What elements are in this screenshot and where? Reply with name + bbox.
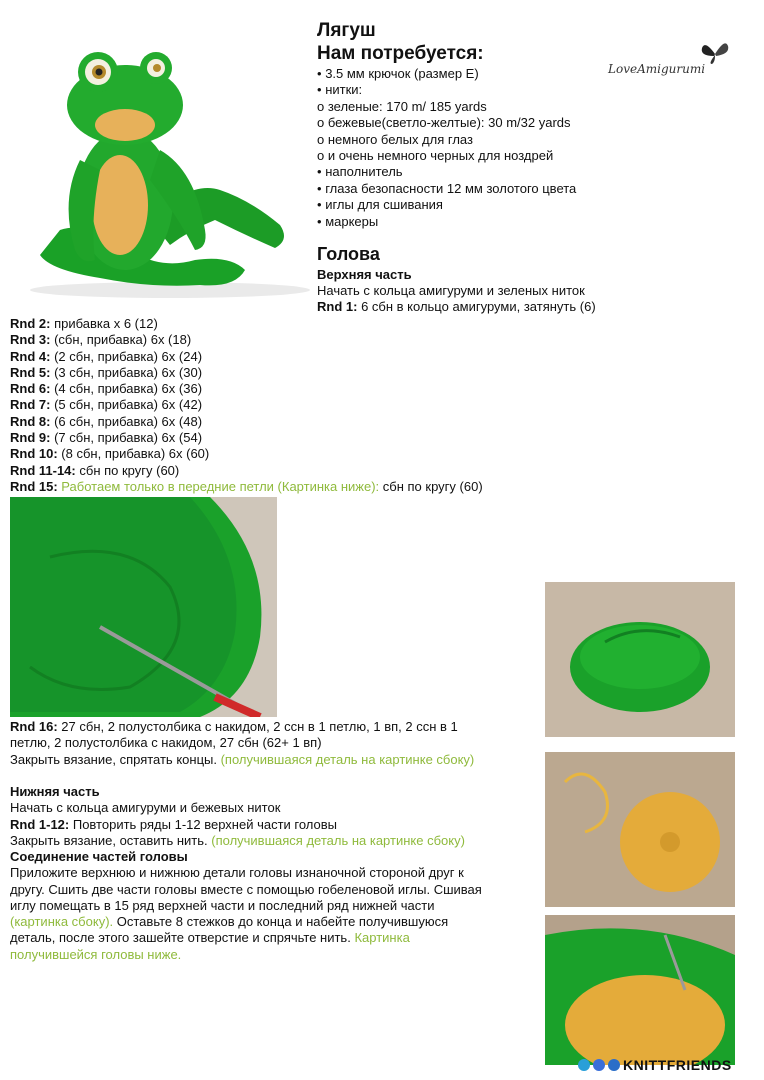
watermark <box>578 1057 732 1073</box>
vk-icon <box>608 1059 620 1071</box>
rnd1-row <box>317 299 596 315</box>
brand-logo <box>604 40 754 84</box>
rnd16-block: Rnd 16: 27 сбн, 2 полустолбика с накидом, 2 ссн в 1 петлю, 1 вп, 2 ссн в 1 петлю, 2 полустолбика с накидом, 27 сбн (62+ 1 вп) Закрыть вязание, спрятать концы. (получившаяся деталь на картинке сбоку) <box>10 719 475 767</box>
photo-bottom-part <box>545 752 735 907</box>
top-part-title: Верхняя часть <box>317 267 412 282</box>
photo-front-loops <box>10 497 277 717</box>
list-item: • наполнитель <box>317 164 403 180</box>
top-part-start: Начать с кольца амигуруми и зеленых ниток <box>317 283 585 298</box>
list-item: Rnd 4: (2 сбн, прибавка) 6х (24) <box>10 348 203 364</box>
telegram-icon <box>578 1059 590 1071</box>
rounds-list <box>10 316 209 479</box>
list-item: Rnd 2: прибавка х 6 (12) <box>10 316 158 331</box>
list-item: Rnd 3: (сбн, прибавка) 6х (18) <box>10 332 192 348</box>
list-item: Rnd 6: (4 сбн, прибавка) 6х (36) <box>10 381 203 397</box>
list-item: Rnd 5: (3 сбн, прибавка) 6х (30) <box>10 364 203 380</box>
list-item: Rnd 8: (6 сбн, прибавка) 6х (48) <box>10 413 203 429</box>
materials-list <box>317 66 576 230</box>
list-item: • маркеры <box>317 213 379 229</box>
list-item: Rnd 10: (8 сбн, прибавка) 6х (60) <box>10 446 210 462</box>
list-item: • 3.5 мм крючок (размер E) <box>317 66 479 81</box>
list-item: • глаза безопасности 12 мм золотого цвета <box>317 180 577 196</box>
rnd-label: Rnd 1: <box>317 299 358 314</box>
logo-text: LoveAmigurumi <box>608 62 706 76</box>
bottom-part-block: Нижняя часть Начать с кольца амигуруми и бежевых ниток Rnd 1-12: Повторить ряды 1-12 верхней части головы Закрыть вязание, оставить нить. (получившаяся деталь на картинке сбоку) <box>10 784 465 848</box>
joining-block: Соединение частей головы Приложите верхнюю и нижнюю детали головы изнаночной стороной друг к другу. Сшить две части головы вместе с помощью гобеленовой иглы. Сшивая иглу помещать в 15 ряд верхней части и последний ряд нижней части (картинка сбоку). Оставьте 8 стежков до конца и набейте получившуюся деталь, после этого зашейте отверстие и спрячьте нить. Картинка получившейся головы ниже. <box>10 849 482 962</box>
list-item: Rnd 7: (5 сбн, прибавка) 6х (42) <box>10 397 203 413</box>
photo-top-part <box>545 582 735 737</box>
rnd15-row: Rnd 15: Работаем только в передние петли (Картинка ниже): сбн по кругу (60) <box>10 479 483 494</box>
section-title-head: Голова <box>317 244 380 264</box>
photo-joining <box>545 915 735 1065</box>
list-item: o зеленые: 170 m/ 185 yards <box>317 98 487 114</box>
page-title: Лягуш <box>317 20 376 41</box>
list-item: • нитки: <box>317 82 363 98</box>
ok-icon <box>593 1059 605 1071</box>
list-item: Rnd 9: (7 сбн, прибавка) 6х (54) <box>10 430 203 446</box>
frog-photo <box>20 20 310 300</box>
rnd-text: 6 сбн в кольцо амигуруми, затянуть (6) <box>361 299 596 314</box>
list-item: o и очень немного черных для ноздрей <box>317 148 554 164</box>
list-item: • иглы для сшивания <box>317 197 443 213</box>
materials-heading: Нам потребуется: <box>317 43 484 64</box>
list-item: Rnd 11-14: сбн по кругу (60) <box>10 462 180 478</box>
list-item: o немного белых для глаз <box>317 131 473 147</box>
watermark-text: KNITTFRIENDS <box>623 1057 732 1073</box>
list-item: o бежевые(светло-желтые): 30 m/32 yards <box>317 115 571 131</box>
